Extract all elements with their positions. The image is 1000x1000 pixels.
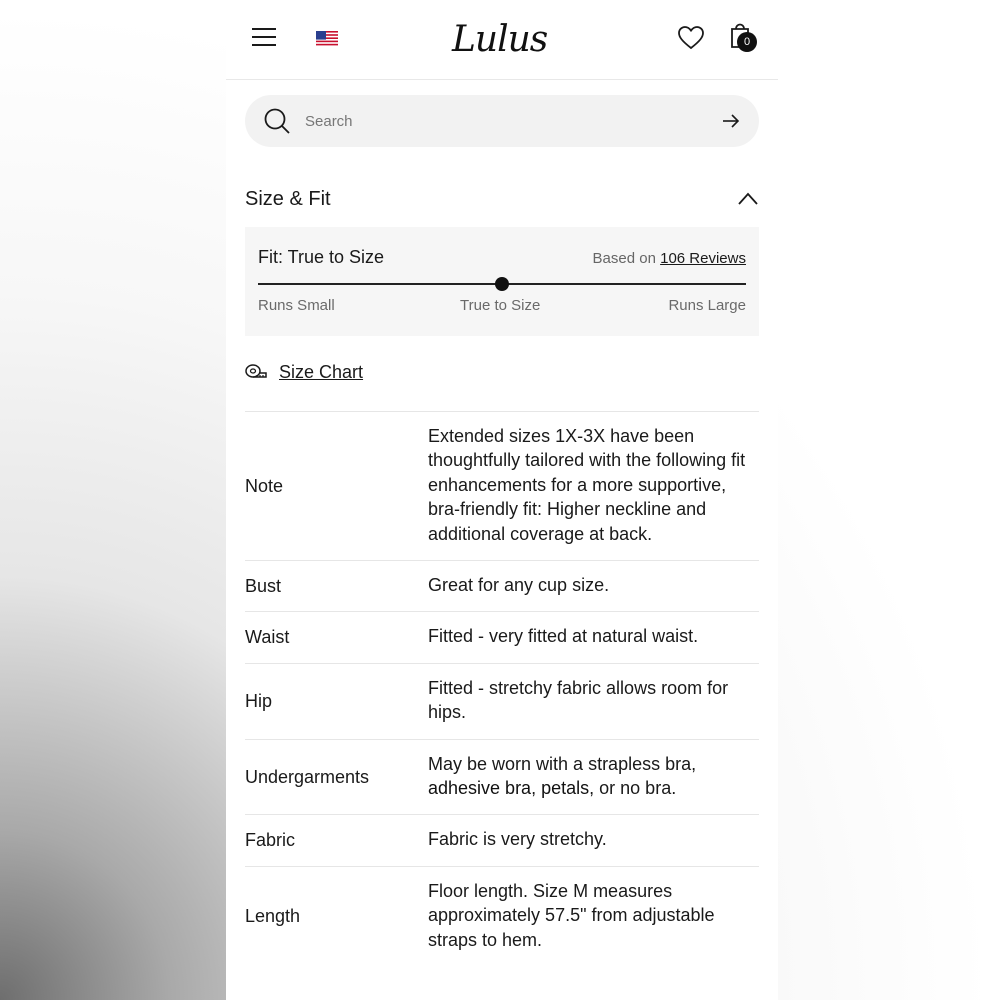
spec-value: Floor length. Size M measures approximately 57.5" from adjustable straps to hem.: [428, 880, 715, 950]
spec-key: Hip: [245, 690, 273, 711]
spec-value-suffix: , or no bra.: [589, 778, 677, 799]
spec-key: Fabric: [245, 830, 296, 851]
spec-row-length: [245, 866, 759, 966]
spec-separator: ,: [531, 778, 537, 799]
lulus-logo[interactable]: [452, 18, 552, 62]
spec-row-fabric: [245, 814, 759, 865]
size-fit-details: [245, 411, 759, 966]
spec-row-bust: [245, 560, 759, 611]
reviews-link[interactable]: 106 Reviews: [660, 250, 746, 267]
spec-value: [428, 740, 753, 815]
spec-value: Extended sizes 1X-3X have been thoughtfully tailored with the following fit enhancements for a more supportive, bra-friendly fit: Higher neckline and additional coverage at back.: [428, 426, 746, 544]
size-chart-link[interactable]: [245, 358, 363, 386]
petals-link[interactable]: petals: [541, 778, 590, 799]
spec-value: Fitted - very fitted at natural waist.: [428, 626, 699, 647]
spec-key: Bust: [245, 575, 282, 596]
adhesive-bra-link[interactable]: adhesive bra: [428, 778, 532, 799]
heart-icon[interactable]: [678, 26, 704, 50]
size-fit-accordion-header[interactable]: [245, 184, 759, 214]
spec-row-hip: [245, 663, 759, 739]
product-page: [226, 0, 778, 1000]
search-icon[interactable]: [263, 107, 291, 135]
scale-runs-small: Runs Small: [258, 297, 335, 314]
spec-row-waist: [245, 611, 759, 662]
fit-label: Fit: True to Size: [258, 247, 385, 267]
logo-text: Lulus: [452, 19, 548, 60]
size-chart-label: Size Chart: [279, 361, 364, 382]
fit-meter: [245, 227, 759, 336]
spec-row-note: [245, 411, 759, 560]
section-title: Size & Fit: [245, 188, 331, 210]
search-input[interactable]: [305, 109, 685, 133]
spec-value-prefix: May be worn with a strapless bra,: [428, 753, 697, 774]
based-on-prefix: Based on: [592, 250, 656, 267]
scale-runs-large: Runs Large: [668, 297, 746, 314]
arrow-right-icon[interactable]: [721, 111, 741, 131]
spec-value: Great for any cup size.: [428, 575, 610, 596]
spec-value: Fitted - stretchy fabric allows room for hips.: [428, 677, 729, 723]
spec-key: Note: [245, 475, 284, 496]
spec-value: Fabric is very stretchy.: [428, 829, 607, 850]
chevron-up-icon[interactable]: [737, 190, 759, 206]
search-bar: [245, 95, 759, 147]
us-flag-icon[interactable]: [316, 31, 338, 47]
cart-count-badge: 0: [737, 32, 757, 52]
spec-key: Waist: [245, 627, 290, 648]
based-on-reviews: [593, 250, 746, 267]
spec-key: Undergarments: [245, 766, 370, 787]
spec-key: Length: [245, 905, 301, 926]
measuring-tape-icon: [245, 363, 267, 381]
fit-indicator: [495, 277, 509, 291]
scale-true-to-size: True to Size: [460, 297, 541, 314]
spec-row-undergarments: [245, 739, 759, 815]
menu-icon[interactable]: [252, 28, 276, 48]
top-header: [226, 0, 778, 80]
